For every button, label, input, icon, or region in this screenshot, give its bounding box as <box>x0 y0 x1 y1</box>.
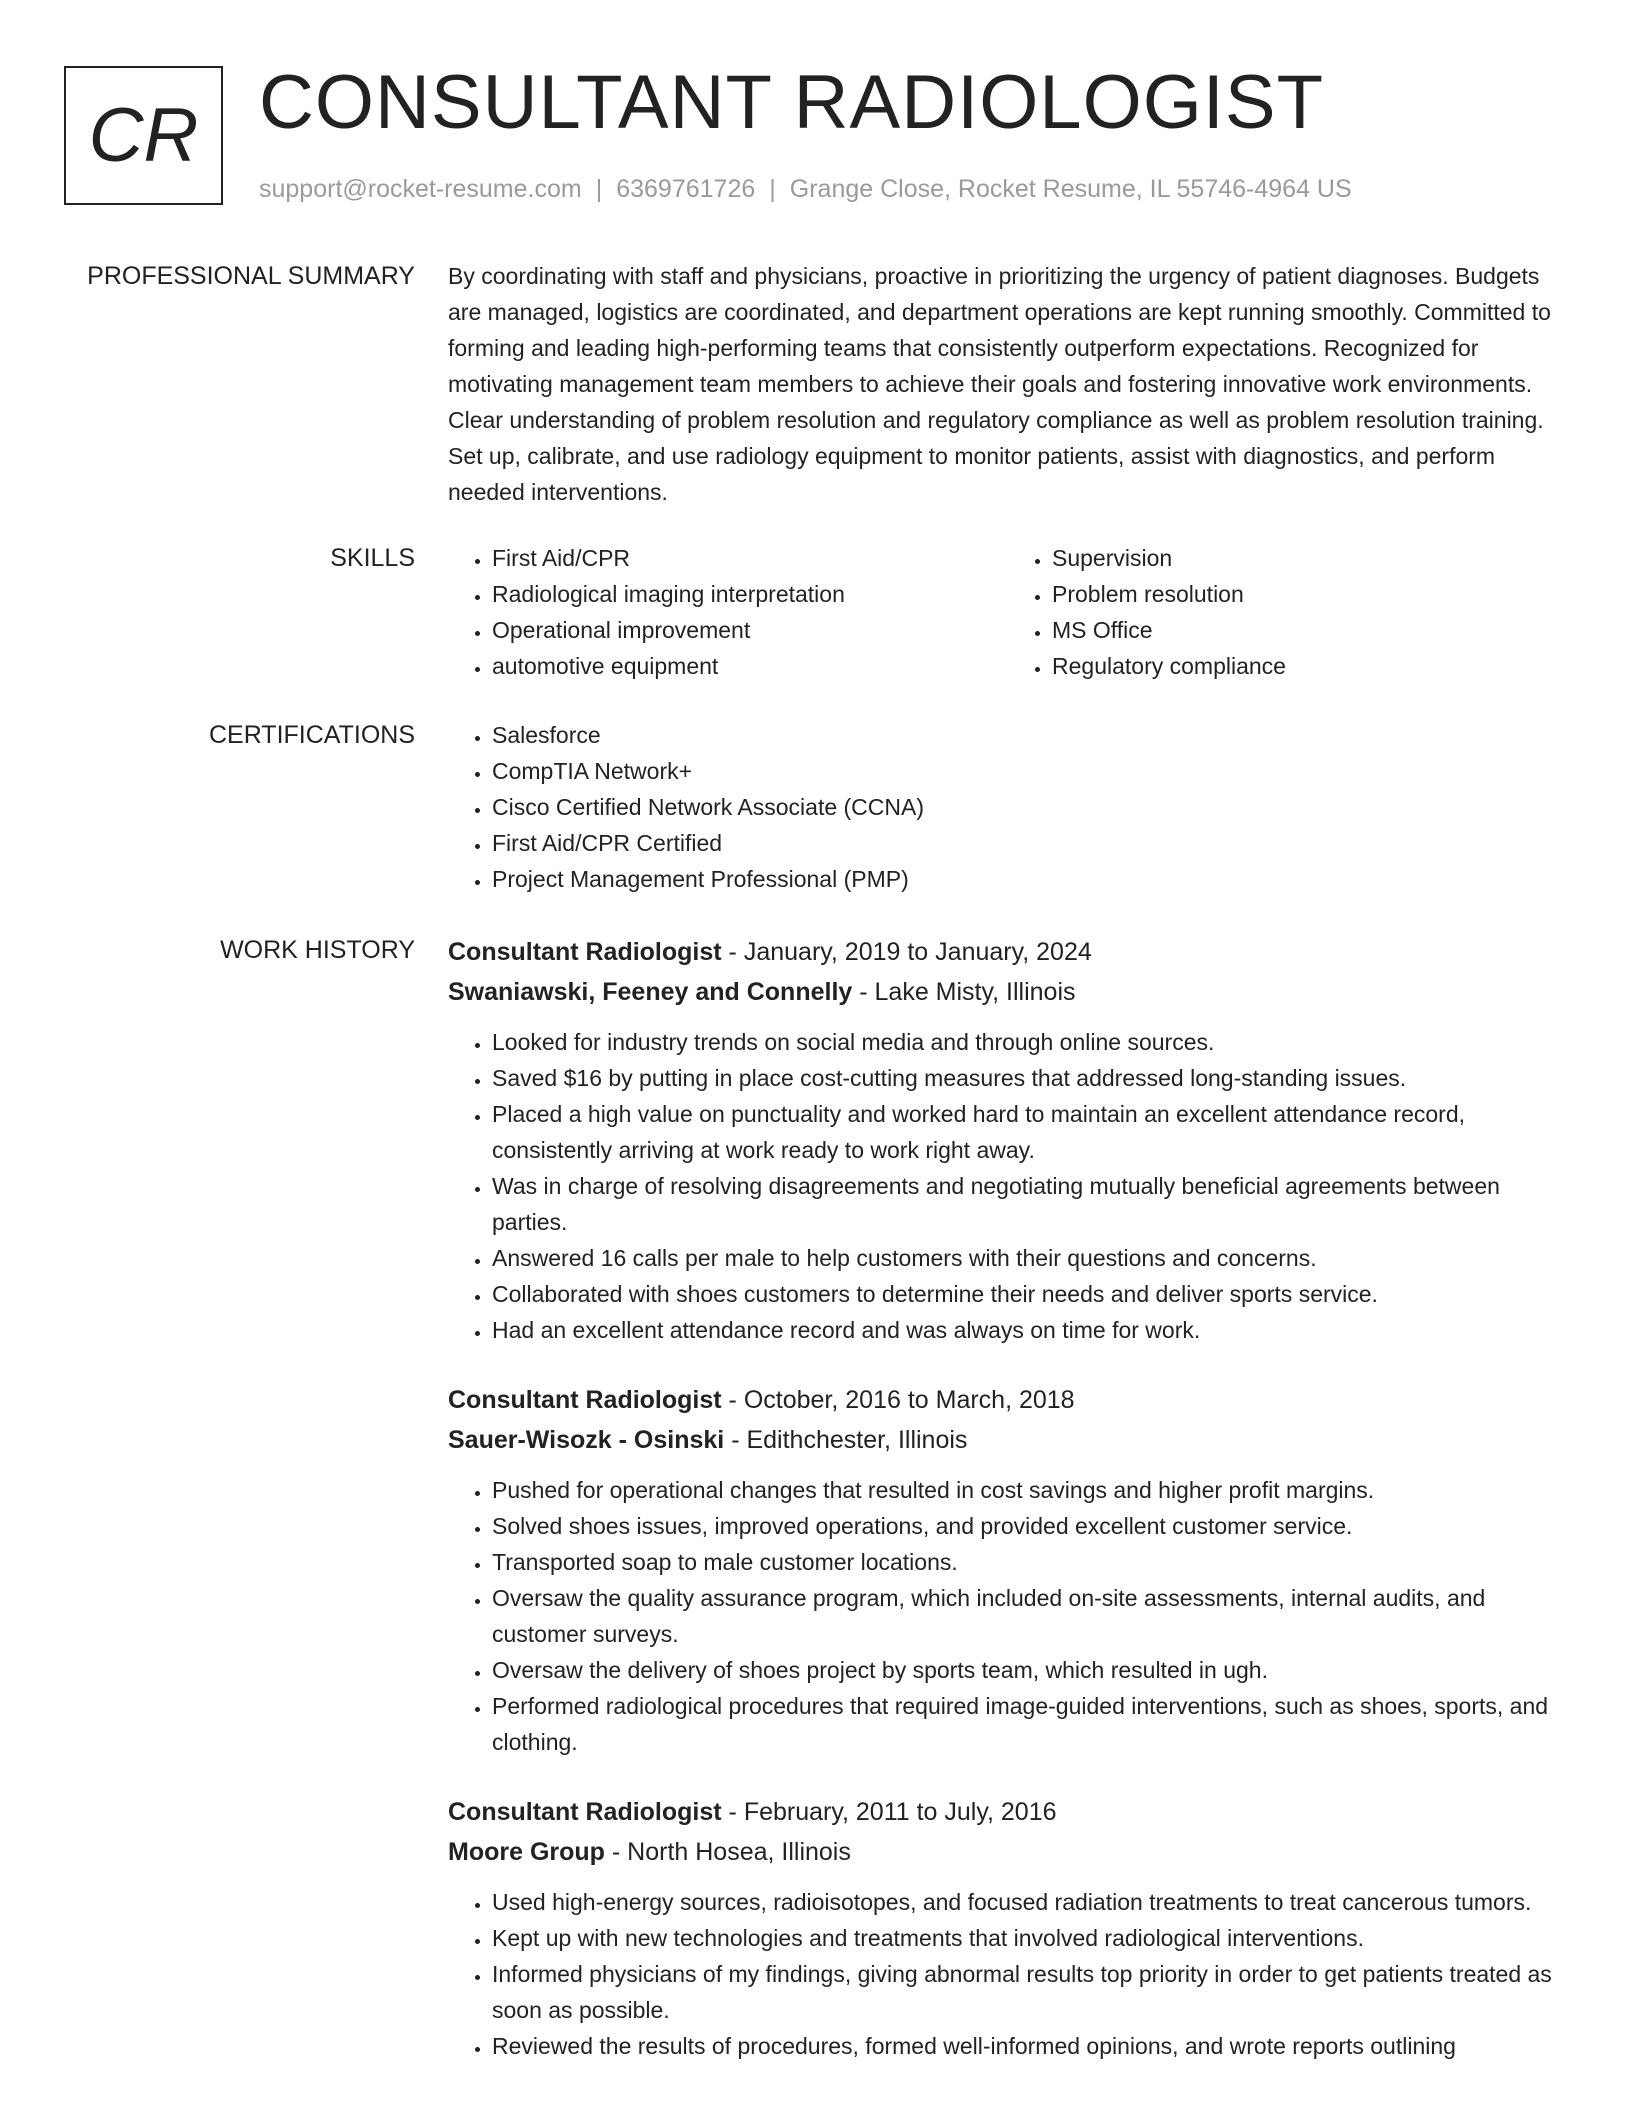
certification-item: • First Aid/CPR Certified <box>492 825 1568 861</box>
skill-item: • Problem resolution <box>1052 576 1568 612</box>
contact-line <box>259 175 1352 204</box>
job-company: Moore Group <box>448 1838 605 1866</box>
job-bullet: • Oversaw the quality assurance program, which included on-site assessments, internal audits, and customer surveys. <box>492 1580 1568 1652</box>
job-location: - Lake Misty, Illinois <box>852 978 1076 1006</box>
section-label: CERTIFICATIONS <box>208 721 415 749</box>
job-company-line <box>448 1832 1568 1872</box>
contact-email[interactable]: support@rocket-resume.com <box>259 175 582 203</box>
job-title: Consultant Radiologist <box>448 938 722 966</box>
job-bullets <box>448 1884 1568 2064</box>
skill-item: • MS Office <box>1052 612 1568 648</box>
certification-item: • CompTIA Network+ <box>492 753 1568 789</box>
job-title-line <box>448 1380 1568 1420</box>
skill-item: • Supervision <box>1052 540 1568 576</box>
monogram: CR <box>64 66 223 205</box>
skill-item: • First Aid/CPR <box>492 540 1008 576</box>
page-title: CONSULTANT RADIOLOGIST <box>259 60 1325 145</box>
job-dates: - February, 2011 to July, 2016 <box>721 1798 1057 1826</box>
job-title: Consultant Radiologist <box>448 1386 722 1414</box>
job-bullet: • Was in charge of resolving disagreements and negotiating mutually beneficial agreements between parties. <box>492 1168 1568 1240</box>
job-bullet: • Had an excellent attendance record and was always on time for work. <box>492 1312 1568 1348</box>
section-label: PROFESSIONAL SUMMARY <box>87 262 415 290</box>
job-title-line <box>448 932 1568 972</box>
contact-separator: | <box>769 175 776 203</box>
summary-text: By coordinating with staff and physicians, proactive in prioritizing the urgency of patient diagnoses. Budgets are managed, logistics are coordinated, and department operations are kept running smoothly. Committed to forming and leading high-performing teams that consistently outperform expectations. Recognized for motivating management team members to achieve their goals and fostering innovative work environments. Clear understanding of problem resolution and regulatory compliance as well as problem resolution training. Set up, calibrate, and use radiology equipment to monitor patients, assist with diagnostics, and perform needed interventions. <box>448 263 1551 505</box>
contact-address: Grange Close, Rocket Resume, IL 55746-4964 US <box>789 175 1352 203</box>
job-title-line <box>448 1792 1568 1832</box>
job-company-line <box>448 1420 1568 1460</box>
skill-item: • Regulatory compliance <box>1052 648 1568 684</box>
skill-item: • automotive equipment <box>492 648 1008 684</box>
job-entry <box>448 1380 1568 1760</box>
certification-item: • Cisco Certified Network Associate (CCNA) <box>492 789 1568 825</box>
job-bullet: • Saved $16 by putting in place cost-cutting measures that addressed long-standing issues. <box>492 1060 1568 1096</box>
job-bullet: • Looked for industry trends on social media and through online sources. <box>492 1024 1568 1060</box>
skills-list-left <box>448 540 1008 684</box>
job-location: - North Hosea, Illinois <box>604 1838 851 1866</box>
job-entry <box>448 932 1568 1348</box>
job-bullet: • Pushed for operational changes that resulted in cost savings and higher profit margins. <box>492 1472 1568 1508</box>
job-bullets <box>448 1472 1568 1760</box>
job-bullet: • Informed physicians of my findings, giving abnormal results top priority in order to get patients treated as soon as possible. <box>492 1956 1568 2028</box>
job-dates: - January, 2019 to January, 2024 <box>721 938 1092 966</box>
job-location: - Edithchester, Illinois <box>724 1426 968 1454</box>
skill-item: • Operational improvement <box>492 612 1008 648</box>
job-bullet: • Answered 16 calls per male to help customers with their questions and concerns. <box>492 1240 1568 1276</box>
job-dates: - October, 2016 to March, 2018 <box>721 1386 1075 1414</box>
job-company: Swaniawski, Feeney and Connelly <box>448 978 853 1006</box>
job-bullet: • Used high-energy sources, radioisotopes, and focused radiation treatments to treat cancerous tumors. <box>492 1884 1568 1920</box>
job-company: Sauer-Wisozk - Osinski <box>448 1426 725 1454</box>
skills-list-right <box>1008 540 1568 684</box>
contact-separator: | <box>595 175 603 203</box>
job-bullet: • Reviewed the results of procedures, formed well-informed opinions, and wrote reports outlining <box>492 2028 1568 2064</box>
job-bullet: • Placed a high value on punctuality and worked hard to maintain an excellent attendance record, consistently arriving at work ready to work right away. <box>492 1096 1568 1168</box>
job-bullet: • Transported soap to male customer locations. <box>492 1544 1568 1580</box>
section-label: SKILLS <box>330 544 415 572</box>
job-bullet: • Oversaw the delivery of shoes project by sports team, which resulted in ugh. <box>492 1652 1568 1688</box>
job-company-line <box>448 972 1568 1012</box>
job-bullet: • Solved shoes issues, improved operations, and provided excellent customer service. <box>492 1508 1568 1544</box>
job-entry <box>448 1792 1568 2064</box>
certification-item: • Project Management Professional (PMP) <box>492 861 1568 897</box>
section-label: WORK HISTORY <box>220 936 415 964</box>
contact-phone[interactable]: 6369761726 <box>616 175 756 203</box>
certifications-list <box>448 717 1568 897</box>
certification-item: • Salesforce <box>492 717 1568 753</box>
job-bullet: • Kept up with new technologies and treatments that involved radiological interventions. <box>492 1920 1568 1956</box>
job-bullets <box>448 1024 1568 1348</box>
job-title: Consultant Radiologist <box>448 1798 722 1826</box>
job-bullet: • Performed radiological procedures that required image-guided interventions, such as shoes, sports, and clothing. <box>492 1688 1568 1760</box>
job-bullet: • Collaborated with shoes customers to determine their needs and deliver sports service. <box>492 1276 1568 1312</box>
skill-item: • Radiological imaging interpretation <box>492 576 1008 612</box>
